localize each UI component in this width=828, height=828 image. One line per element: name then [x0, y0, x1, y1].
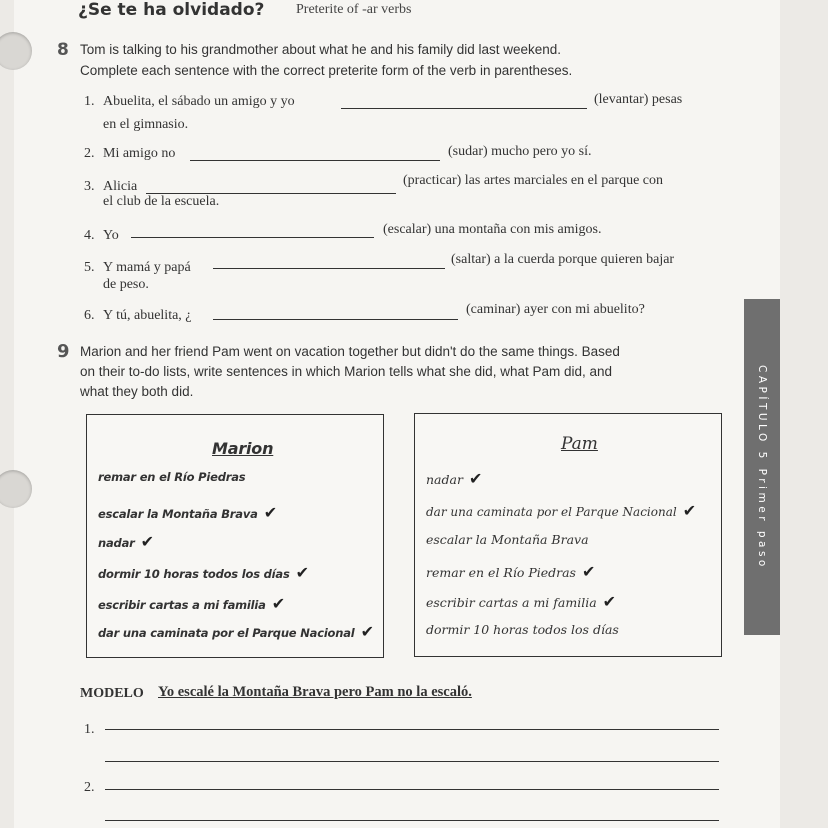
check-mark-icon: ✔	[360, 622, 374, 641]
exercise-9-instructions: what they both did.	[80, 384, 194, 399]
item-text: (caminar) ayer con mi abuelito?	[466, 302, 645, 317]
item-text: Y tú, abuelita, ¿	[103, 308, 192, 323]
marion-todo-item: escalar la Montaña Brava ✔	[98, 503, 277, 522]
marion-todo-item: dar una caminata por el Parque Nacional ✔	[98, 622, 374, 641]
item-text: (practicar) las artes marciales en el parque con	[403, 173, 664, 188]
item-text: (sudar) mucho pero yo sí.	[448, 144, 592, 159]
item-number: 4.	[84, 228, 95, 243]
answer-line[interactable]	[105, 729, 719, 730]
item-number: 3.	[84, 179, 95, 194]
check-mark-icon: ✔	[295, 563, 309, 582]
exercise-8-number: 8	[57, 40, 69, 60]
check-mark-icon: ✔	[602, 592, 617, 611]
answer-blank[interactable]	[213, 319, 458, 320]
answer-blank[interactable]	[190, 160, 440, 161]
chapter-tab-label: CAPÍTULO 5 Primer paso	[756, 364, 768, 570]
check-mark-icon: ✔	[468, 469, 483, 488]
pam-todo-item: dar una caminata por el Parque Nacional ✔	[426, 501, 697, 520]
page-title: ¿Se te ha olvidado?	[78, 0, 265, 20]
page-subtitle: Preterite of -ar verbs	[296, 2, 412, 17]
check-mark-icon: ✔	[682, 501, 697, 520]
item-text: el club de la escuela.	[103, 194, 220, 209]
item-number: 2.	[84, 146, 95, 161]
item-text: Yo	[103, 228, 119, 243]
check-mark-icon: ✔	[581, 562, 596, 581]
answer-blank[interactable]	[341, 108, 587, 109]
modelo-sentence: Yo escalé la Montaña Brava pero Pam no la escaló.	[158, 684, 472, 700]
item-number: 1.	[84, 94, 95, 109]
pam-todo-item: nadar ✔	[426, 469, 483, 488]
item-text: en el gimnasio.	[103, 117, 189, 132]
answer-number: 2.	[84, 780, 95, 795]
check-mark-icon: ✔	[271, 594, 285, 613]
marion-todo-item: dormir 10 horas todos los días ✔	[98, 563, 309, 582]
marion-heading: Marion	[212, 439, 274, 458]
answer-blank[interactable]	[131, 237, 374, 238]
item-text: de peso.	[103, 277, 149, 292]
answer-number: 1.	[84, 722, 95, 737]
pam-todo-item: escribir cartas a mi familia ✔	[426, 592, 617, 611]
answer-line[interactable]	[105, 761, 719, 762]
item-number: 6.	[84, 308, 95, 323]
item-text: Alicia	[103, 179, 138, 194]
answer-line[interactable]	[105, 789, 719, 790]
exercise-9-instructions: Marion and her friend Pam went on vacation together but didn't do the same things. Based	[80, 344, 620, 359]
answer-line[interactable]	[105, 820, 719, 821]
exercise-8-instructions: Complete each sentence with the correct preterite form of the verb in parentheses.	[80, 63, 573, 78]
item-text: (saltar) a la cuerda porque quieren bajar	[451, 252, 675, 267]
item-number: 5.	[84, 260, 95, 275]
exercise-9-number: 9	[57, 341, 70, 362]
marion-todo-item: nadar ✔	[98, 532, 154, 551]
pam-todo-item: dormir 10 horas todos los días	[426, 622, 619, 637]
modelo-label: MODELO	[80, 686, 144, 701]
exercise-9-instructions: on their to-do lists, write sentences in which Marion tells what she did, what Pam did, and	[80, 364, 613, 379]
exercise-8-instructions: Tom is talking to his grandmother about what he and his family did last weekend.	[80, 42, 562, 57]
pam-todo-item: escalar la Montaña Brava	[426, 532, 589, 547]
check-mark-icon: ✔	[263, 503, 277, 522]
answer-blank[interactable]	[213, 268, 445, 269]
pam-todo-item: remar en el Río Piedras ✔	[426, 562, 596, 581]
marion-todo-item: escribir cartas a mi familia ✔	[98, 594, 285, 613]
item-text: Y mamá y papá	[103, 260, 191, 275]
marion-todo-item: remar en el Río Piedras	[98, 470, 246, 484]
item-text: (escalar) una montaña con mis amigos.	[383, 222, 602, 237]
check-mark-icon: ✔	[140, 532, 154, 551]
item-text: Abuelita, el sábado un amigo y yo	[103, 94, 295, 109]
pam-heading: Pam	[561, 434, 598, 454]
item-text: Mi amigo no	[103, 146, 176, 161]
item-text: (levantar) pesas	[594, 92, 683, 107]
